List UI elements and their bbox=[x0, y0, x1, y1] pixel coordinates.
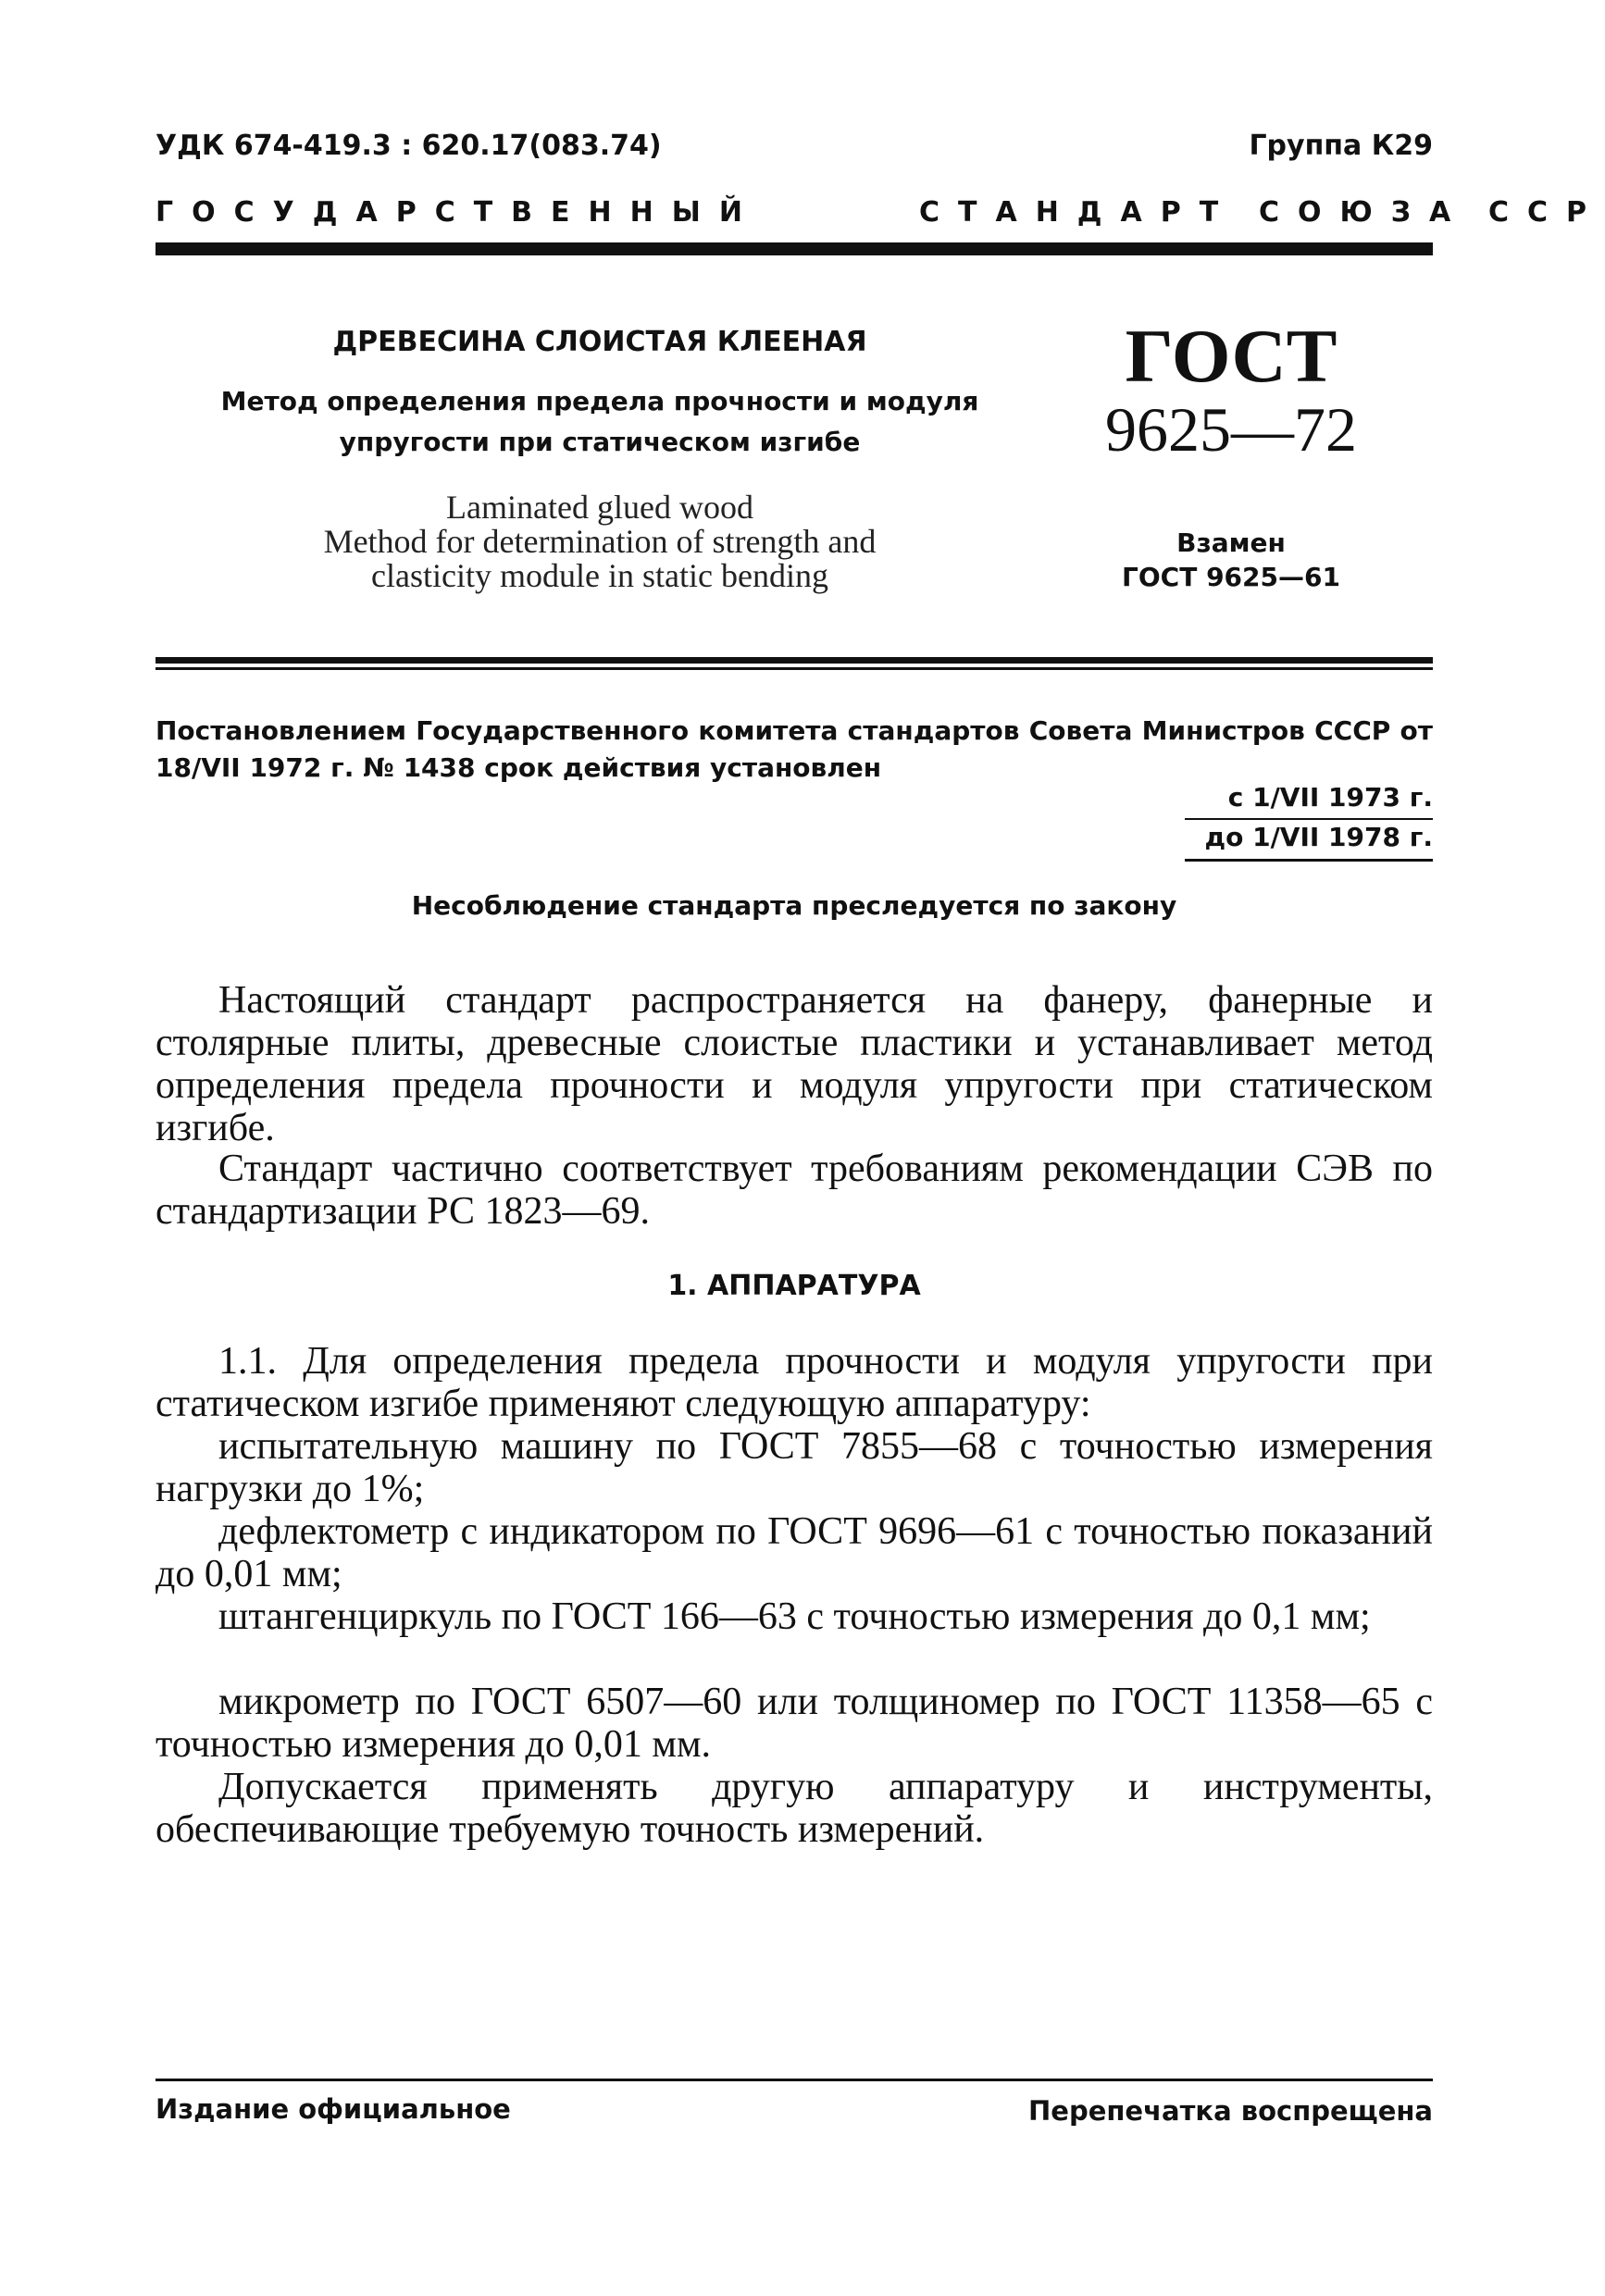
apparatus-item: микрометр по ГОСТ 6507—60 или толщиномер по ГОСТ 11358—65 с точностью измерения до 0,01 мм. bbox=[156, 1681, 1433, 1766]
effective-date-from: с 1/VII 1973 г. bbox=[1227, 782, 1433, 813]
title-russian: ДРЕВЕСИНА СЛОИСТАЯ КЛЕЕНАЯ bbox=[332, 326, 867, 358]
state-standard-banner bbox=[156, 196, 1605, 233]
law-notice: Несоблюдение стандарта преследуется по закону bbox=[411, 890, 1177, 921]
title-divider-thin bbox=[156, 667, 1433, 670]
title-english-line: Method for determination of strength and bbox=[323, 523, 877, 560]
title-english-line: Laminated glued wood bbox=[446, 489, 753, 526]
apparatus-item: штангенциркуль по ГОСТ 166—63 с точностью измерения до 0,1 мм; bbox=[218, 1595, 1371, 1638]
footer-divider bbox=[156, 2079, 1433, 2081]
banner-word: ССР bbox=[1488, 196, 1605, 229]
date-underline bbox=[1185, 818, 1433, 820]
decree-text: Постановлением Государственного комитета стандартов Совета Министров СССР от 18/VII 1972 г. № 1438 срок действия установлен bbox=[156, 715, 1433, 783]
compliance-paragraph: Стандарт частично соответствует требованиям рекомендации СЭВ по стандартизации РС 1823—69. bbox=[156, 1148, 1433, 1233]
date-underline bbox=[1185, 859, 1433, 862]
title-english-line: clasticity module in static bending bbox=[371, 557, 828, 594]
subtitle-russian bbox=[156, 381, 1044, 463]
replaces-value: ГОСТ 9625—61 bbox=[1122, 562, 1340, 592]
title-english bbox=[156, 490, 1044, 593]
header-divider bbox=[156, 242, 1433, 255]
banner-word: СТАНДАРТ bbox=[919, 196, 1238, 229]
effective-date-to: до 1/VII 1978 г. bbox=[1204, 822, 1433, 852]
gost-number: 9625—72 bbox=[1105, 394, 1357, 465]
section-heading: 1. АППАРАТУРА bbox=[667, 1270, 921, 1302]
gost-label: ГОСТ bbox=[1125, 314, 1338, 398]
apparatus-item: дефлектометр с индикатором по ГОСТ 9696—61 с точностью показаний до 0,01 мм; bbox=[156, 1510, 1433, 1595]
subtitle-line: упругости при статическом изгибе bbox=[339, 427, 861, 457]
intro-paragraph: Настоящий стандарт распространяется на фанеру, фанерные и столярные плиты, древесные слоистые пластики и устанавливает метод определения предела прочности и модуля упругости при статическом изгибе. bbox=[156, 979, 1433, 1149]
banner-word: СОЮЗА bbox=[1259, 196, 1470, 229]
group-code: Группа К29 bbox=[1249, 130, 1433, 162]
clause-1-1: 1.1. Для определения предела прочности и модуля упругости при статическом изгибе применяют следующую аппаратуру: bbox=[156, 1340, 1433, 1425]
reprint-prohibited-label: Перепечатка воспрещена bbox=[1028, 2095, 1433, 2127]
banner-word: ГОСУДАРСТВЕННЫЙ bbox=[156, 196, 761, 229]
title-divider bbox=[156, 657, 1433, 664]
udk-code: УДК 674-419.3 : 620.17(083.74) bbox=[156, 130, 662, 162]
official-edition-label: Издание официальное bbox=[156, 2093, 511, 2125]
apparatus-item: Допускается применять другую аппаратуру и инструменты, обеспечивающие требуемую точность измерений. bbox=[156, 1766, 1433, 1851]
subtitle-line: Метод определения предела прочности и модуля bbox=[220, 386, 979, 416]
replaces-label: Взамен bbox=[1176, 527, 1286, 558]
apparatus-item: испытательную машину по ГОСТ 7855—68 с точностью измерения нагрузки до 1%; bbox=[156, 1425, 1433, 1510]
